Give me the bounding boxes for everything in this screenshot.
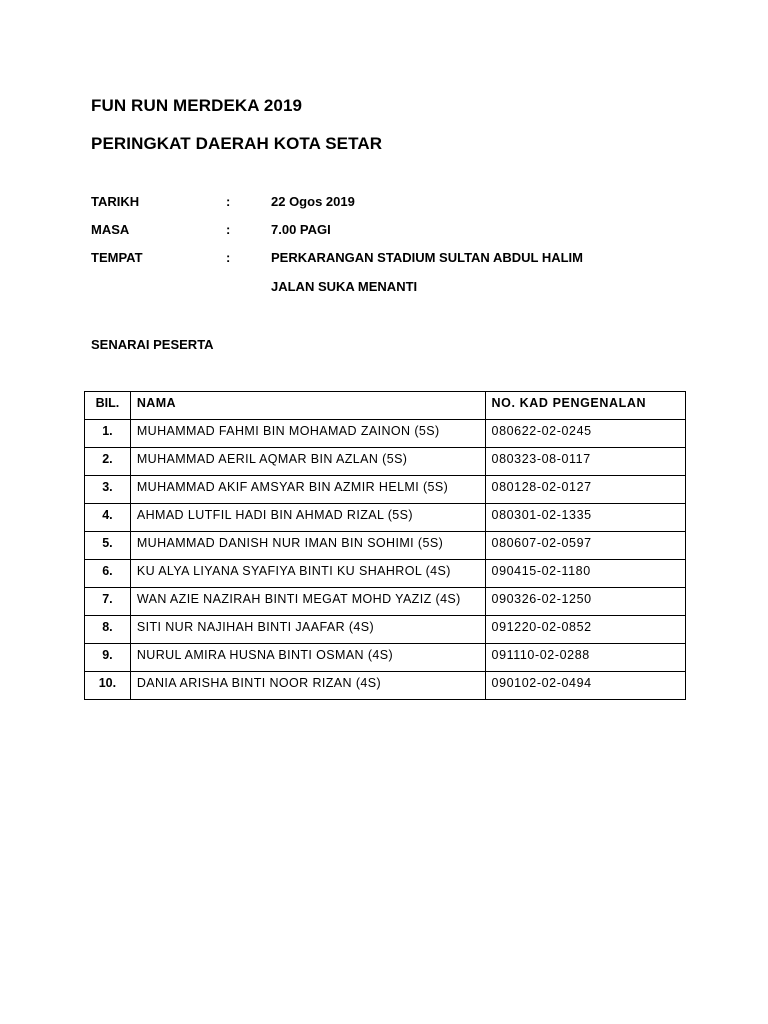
detail-label-tarikh: TARIKH	[91, 194, 140, 209]
cell-ic: 091220-02-0852	[485, 616, 685, 644]
cell-nama: MUHAMMAD FAHMI BIN MOHAMAD ZAINON (5S)	[130, 420, 485, 448]
cell-bil: 3.	[85, 476, 131, 504]
detail-value-tarikh: 22 Ogos 2019	[271, 194, 355, 209]
cell-ic: 080128-02-0127	[485, 476, 685, 504]
document-title: FUN RUN MERDEKA 2019	[91, 96, 303, 115]
table-row	[85, 616, 686, 644]
table-row	[85, 420, 686, 448]
table-row	[85, 476, 686, 504]
detail-label-masa: MASA	[91, 222, 130, 237]
cell-bil: 4.	[85, 504, 131, 532]
cell-bil: 6.	[85, 560, 131, 588]
cell-nama: WAN AZIE NAZIRAH BINTI MEGAT MOHD YAZIZ (4S)	[130, 588, 485, 616]
section-label-participants: SENARAI PESERTA	[91, 337, 214, 352]
cell-ic: 080323-08-0117	[485, 448, 685, 476]
detail-row-tempat-continued	[91, 279, 691, 297]
table-row	[85, 532, 686, 560]
table-row	[85, 448, 686, 476]
cell-ic: 080607-02-0597	[485, 532, 685, 560]
participants-table	[84, 391, 686, 700]
cell-bil: 5.	[85, 532, 131, 560]
cell-bil: 7.	[85, 588, 131, 616]
detail-value-tempat-line2: JALAN SUKA MENANTI	[271, 279, 418, 294]
table-row	[85, 504, 686, 532]
header-bil: BIL.	[85, 392, 131, 420]
cell-nama: NURUL AMIRA HUSNA BINTI OSMAN (4S)	[130, 644, 485, 672]
cell-ic: 090415-02-1180	[485, 560, 685, 588]
cell-ic: 080622-02-0245	[485, 420, 685, 448]
cell-bil: 2.	[85, 448, 131, 476]
cell-ic: 090102-02-0494	[485, 672, 685, 700]
detail-value-masa: 7.00 PAGI	[271, 222, 331, 237]
detail-colon: :	[226, 194, 231, 209]
cell-nama: KU ALYA LIYANA SYAFIYA BINTI KU SHAHROL (4S)	[130, 560, 485, 588]
cell-bil: 8.	[85, 616, 131, 644]
cell-ic: 091110-02-0288	[485, 644, 685, 672]
cell-nama: SITI NUR NAJIHAH BINTI JAAFAR (4S)	[130, 616, 485, 644]
detail-row-masa	[91, 222, 691, 240]
cell-nama: AHMAD LUTFIL HADI BIN AHMAD RIZAL (5S)	[130, 504, 485, 532]
detail-row-tarikh	[91, 194, 691, 212]
cell-bil: 1.	[85, 420, 131, 448]
detail-label-tempat: TEMPAT	[91, 250, 143, 265]
cell-bil: 9.	[85, 644, 131, 672]
cell-bil: 10.	[85, 672, 131, 700]
table-row	[85, 560, 686, 588]
cell-ic: 080301-02-1335	[485, 504, 685, 532]
table-row	[85, 672, 686, 700]
cell-nama: MUHAMMAD AERIL AQMAR BIN AZLAN (5S)	[130, 448, 485, 476]
table-row	[85, 644, 686, 672]
detail-value-tempat-line1: PERKARANGAN STADIUM SULTAN ABDUL HALIM	[271, 250, 583, 265]
table-row	[85, 588, 686, 616]
cell-nama: MUHAMMAD AKIF AMSYAR BIN AZMIR HELMI (5S)	[130, 476, 485, 504]
cell-nama: MUHAMMAD DANISH NUR IMAN BIN SOHIMI (5S)	[130, 532, 485, 560]
detail-row-tempat	[91, 250, 691, 268]
header-nama: NAMA	[130, 392, 485, 420]
cell-nama: DANIA ARISHA BINTI NOOR RIZAN (4S)	[130, 672, 485, 700]
detail-colon: :	[226, 222, 231, 237]
detail-colon: :	[226, 250, 231, 265]
table-header-row	[85, 392, 686, 420]
cell-ic: 090326-02-1250	[485, 588, 685, 616]
header-ic: NO. KAD PENGENALAN	[485, 392, 685, 420]
document-subtitle: PERINGKAT DAERAH KOTA SETAR	[91, 134, 383, 153]
